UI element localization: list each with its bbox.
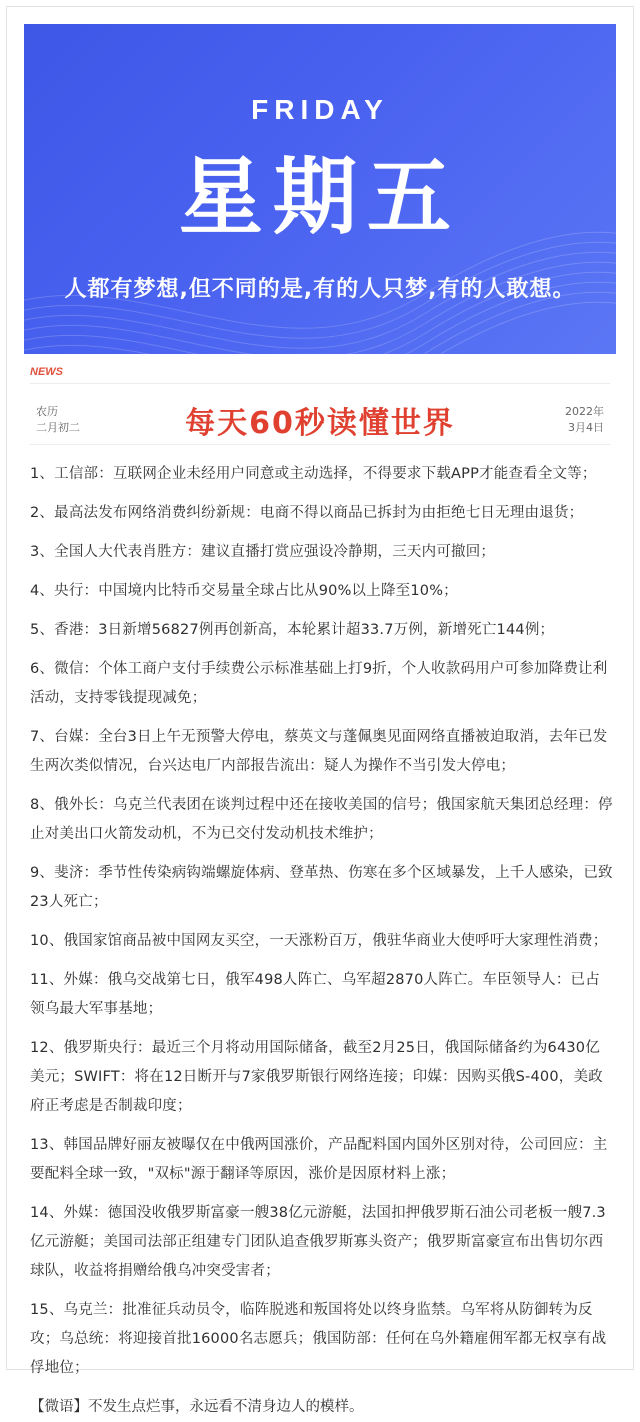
news-item: 14、外媒：德国没收俄罗斯富豪一艘38亿元游艇，法国扣押俄罗斯石油公司老板一艘7.3亿元游艇；美国司法部正组建专门团队追查俄罗斯寡头资产；俄罗斯富豪宣布出售切尔西球队，收益将捐赠给俄乌冲突受害者； — [30, 1205, 606, 1279]
news-item: 1、工信部：互联网企业未经用户同意或主动选择，不得要求下载APP才能查看全文等； — [30, 466, 597, 482]
news-item: 13、韩国品牌好丽友被曝仅在中俄两国涨价，产品配料国内国外区别对待，公司回应：主要配料全球一致，"双标"源于翻译等原因，涨价是因原材料上涨； — [30, 1137, 608, 1182]
news-item: 6、微信：个体工商户支付手续费公示标准基础上打9折，个人收款码用户可参加降费让利活动，支持零钱提现减免； — [30, 661, 608, 706]
news-item: 15、乌克兰：批准征兵动员令，临阵脱逃和叛国将处以终身监禁。乌军将从防御转为反攻；乌总统：将迎接首批16000名志愿兵；俄国防部：任何在乌外籍雇佣军都无权享有战俘地位； — [30, 1302, 607, 1376]
news-item: 4、央行：中国境内比特币交易量全球占比从90%以上降至10%； — [30, 583, 458, 599]
lunar-date: 二月初二 — [36, 421, 80, 434]
date-day: 3月4日 — [568, 421, 604, 434]
divider-bottom — [30, 444, 610, 445]
divider-top — [30, 383, 610, 384]
news-item: 9、斐济：季节性传染病钩端螺旋体病、登革热、伤寒在多个区域暴发，上千人感染，已致23人死亡； — [30, 865, 613, 910]
news-item: 3、全国人大代表肖胜方：建议直播打赏应强设冷静期，三天内可撤回； — [30, 544, 496, 560]
header-banner — [24, 24, 616, 354]
date-year: 2022年 — [565, 405, 604, 418]
news-item: 10、俄国家馆商品被中国网友买空，一天涨粉百万，俄驻华商业大使呼吁大家理性消费； — [30, 933, 608, 949]
news-item: 2、最高法发布网络消费纠纷新规：电商不得以商品已拆封为由拒绝七日无理由退货； — [30, 505, 584, 521]
news-item: 8、俄外长：乌克兰代表团在谈判过程中还在接收美国的信号；俄国家航天集团总经理：停止对美出口火箭发动机，不为已交付发动机技术维护； — [30, 797, 613, 842]
day-english: FRIDAY — [251, 94, 389, 125]
motto: 人都有梦想,但不同的是,有的人只梦,有的人敢想。 — [64, 277, 576, 302]
news-item: 5、香港：3日新增56827例再创新高，本轮累计超33.7万例，新增死亡144例； — [30, 622, 555, 638]
daily-quote: 【微语】不发生点烂事，永远看不清身边人的模样。 — [30, 1399, 364, 1415]
day-chinese: 星期五 — [178, 148, 461, 246]
news-tag: NEWS — [30, 366, 63, 378]
lunar-label: 农历 — [36, 405, 58, 418]
news-item: 12、俄罗斯央行：最近三个月将动用国际储备，截至2月25日，俄国际储备约为6430亿美元；SWIFT：将在12日断开与7家俄罗斯银行网络连接；印媒：因购买俄S-400，美政府正考虑是否制裁印度； — [30, 1040, 603, 1114]
news-item: 7、台媒：全台3日上午无预警大停电，蔡英文与蓬佩奥见面网络直播被迫取消，去年已发生两次类似情况，台兴达电厂内部报告流出：疑人为操作不当引发大停电； — [30, 729, 608, 774]
news-item: 11、外媒：俄乌交战第七日，俄军498人阵亡、乌军超2870人阵亡。车臣领导人：已占领乌最大军事基地； — [30, 972, 600, 1017]
gregorian-date-block — [565, 404, 604, 436]
page-title: 每天60秒读懂世界 — [185, 406, 455, 441]
news-list — [30, 460, 614, 1422]
